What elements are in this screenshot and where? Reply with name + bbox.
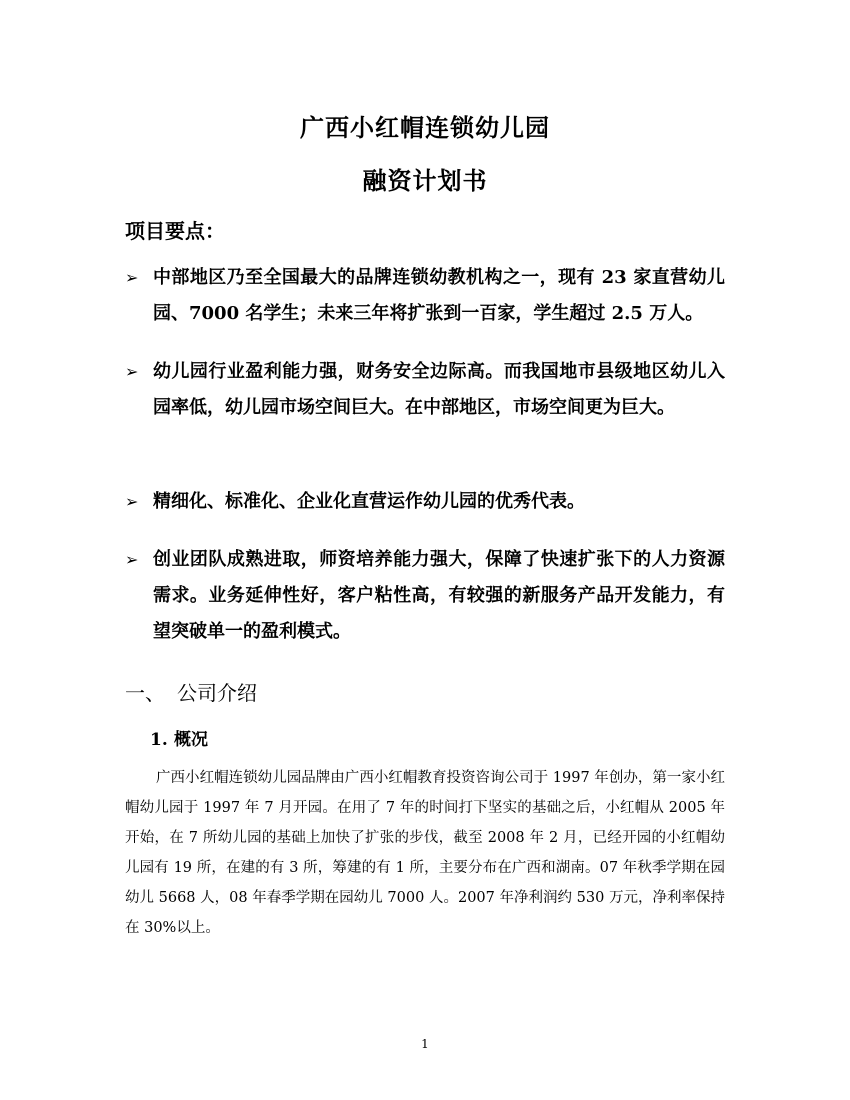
arrow-bullet-icon: ➢: [125, 362, 139, 381]
arrow-bullet-icon: ➢: [125, 550, 139, 569]
chapter-number: 一、: [125, 681, 165, 705]
subsection-heading: [150, 725, 208, 755]
key-point-text: 中部地区乃至全国最大的品牌连锁幼教机构之一，现有 23 家直营幼儿园、7000 名学生；未来三年将扩张到一百家，学生超过 2.5 万人。: [153, 267, 725, 324]
arrow-bullet-icon: ➢: [125, 268, 139, 287]
document-title: 广西小红帽连锁幼儿园: [300, 113, 550, 142]
subsection-number: 1.: [150, 730, 168, 750]
key-point-text: 精细化、标准化、企业化直营运作幼儿园的优秀代表。: [153, 491, 585, 512]
chapter-heading: [125, 678, 257, 708]
page-number: 1: [421, 1037, 429, 1051]
key-point-text: 幼儿园行业盈利能力强，财务安全边际高。而我国地市县级地区幼儿入园率低，幼儿园市场空间巨大。在中部地区，市场空间更为巨大。: [153, 361, 725, 418]
chapter-title: 公司介绍: [177, 681, 257, 705]
key-points-heading: 项目要点：: [125, 219, 225, 243]
key-point-text: 创业团队成熟进取，师资培养能力强大，保障了快速扩张下的人力资源需求。业务延伸性好，客户粘性高，有较强的新服务产品开发能力，有望突破单一的盈利模式。: [153, 549, 725, 642]
subsection-title: 概况: [174, 730, 208, 750]
overview-paragraph: 广西小红帽连锁幼儿园品牌由广西小红帽教育投资咨询公司于 1997 年创办，第一家小红帽幼儿园于 1997 年 7 月开园。在用了 7 年的时间打下坚实的基础之后，小红帽从 2005 年开始，在 7 所幼儿园的基础上加快了扩张的步伐，截至 2008 年 2 月，已经开园的小红帽幼儿园有 19 所，在建的有 3 所，筹建的有 1 所，主要分布在广西和湖南。07 年秋季学期在园幼儿 5668 人，08 年春季学期在园幼儿 7000 人。2007 年净利润约 530 万元，净利率保持在 30%以上。: [125, 770, 725, 936]
arrow-bullet-icon: ➢: [125, 492, 139, 511]
document-subtitle: 融资计划书: [362, 166, 488, 195]
